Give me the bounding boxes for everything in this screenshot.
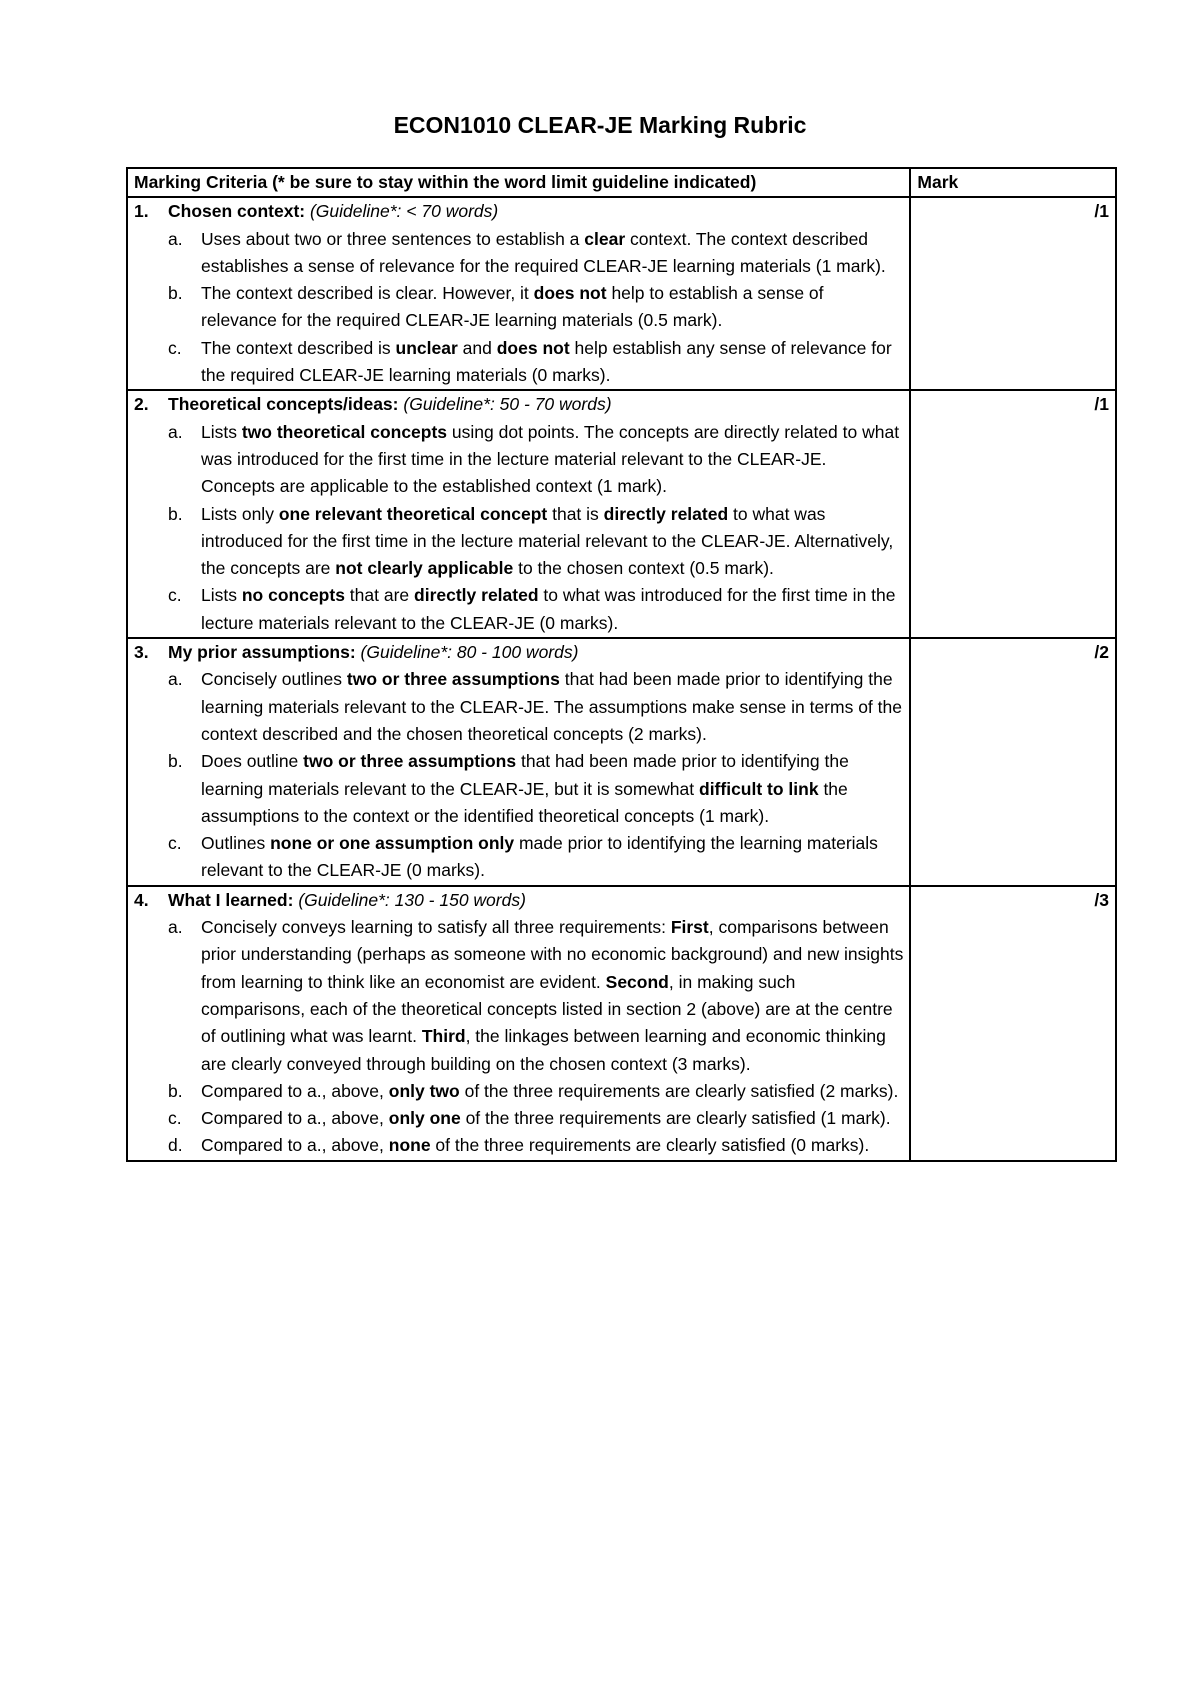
item-text-segment: that is (547, 503, 604, 524)
item-text-segment: Outlines (201, 833, 271, 854)
item-emphasis: not clearly applicable (335, 558, 514, 579)
criterion-title: Chosen context: (168, 201, 306, 222)
item-emphasis: only two (388, 1080, 460, 1101)
mark-cell: /3 (910, 886, 1116, 1161)
criterion-cell (127, 638, 910, 886)
item-text-segment: of the three requirements are clearly satisfied (1 mark). (460, 1108, 891, 1129)
mark-cell: /1 (910, 390, 1116, 638)
criterion-guideline: (Guideline*: 50 - 70 words) (403, 394, 612, 415)
item-text-segment: that had been made prior to identifying the learning materials relevant to the CLEAR-JE. The assumptions make sense in terms of the context described and the chosen theoretical concepts (2 marks). (201, 669, 902, 744)
item-emphasis: two theoretical concepts (241, 421, 448, 442)
table-header-row (127, 168, 1116, 197)
item-text (201, 280, 903, 335)
criterion-item (168, 419, 903, 501)
item-emphasis: unclear (395, 337, 458, 358)
criterion-item (168, 666, 903, 748)
criterion-guideline: (Guideline*: < 70 words) (309, 201, 499, 222)
criterion-item (168, 914, 903, 1078)
item-text-segment: context. The context described establishes a sense of relevance for the required CLEAR-JE learning materials (1 mark). (201, 228, 886, 276)
item-text-segment: to what was introduced for the first time in the lecture materials relevant to the CLEAR-JE (0 marks). (201, 585, 896, 633)
item-text-segment: made prior to identifying the learning materials relevant to the CLEAR-JE (0 marks). (201, 833, 878, 881)
criterion-item (168, 1078, 903, 1105)
mark-cell: /2 (910, 638, 1116, 886)
item-text-segment: using dot points. The concepts are directly related to what was introduced for the first time in the lecture material relevant to the CLEAR-JE. Concepts are applicable to the established context (1 mark). (201, 421, 900, 497)
item-emphasis: one relevant theoretical concept (278, 503, 548, 524)
rubric-body (127, 197, 1116, 1160)
criterion-heading (134, 198, 903, 225)
criterion-row (127, 638, 1116, 886)
criterion-heading (134, 639, 903, 666)
item-letter: b. (168, 283, 183, 304)
item-text-segment: Concisely conveys learning to satisfy all three requirements: (201, 917, 671, 938)
item-text-segment: that are (344, 585, 415, 606)
item-text-segment: Compared to a., above, (201, 1080, 389, 1101)
item-text (201, 419, 903, 501)
criterion-guideline: (Guideline*: 130 - 150 words) (298, 889, 526, 910)
item-text-segment: help to establish a sense of relevance for the required CLEAR-JE learning materials (0.5 mark). (201, 283, 824, 331)
item-emphasis: none (388, 1135, 431, 1156)
criterion-cell (127, 886, 910, 1161)
item-text (201, 1132, 903, 1159)
item-emphasis: difficult to link (699, 778, 819, 799)
item-text-segment: and (457, 337, 497, 358)
item-text (201, 914, 903, 1078)
item-text-segment: help establish any sense of relevance for the required CLEAR-JE learning materials (0 marks). (201, 337, 892, 386)
item-text-segment: The context described is (201, 337, 396, 358)
criterion-number: 4. (134, 889, 149, 910)
criterion-number: 1. (134, 201, 149, 222)
criterion-item (168, 582, 903, 637)
item-text-segment: , in making such comparisons, each of the theoretical concepts listed in section 2 (above) are at the centre of outlining what was learnt. (201, 971, 893, 1047)
item-emphasis: directly related (414, 585, 539, 606)
item-emphasis: First (670, 917, 709, 938)
criteria-column-header: Marking Criteria (* be sure to stay within the word limit guideline indicated) (127, 168, 910, 197)
item-emphasis: Second (605, 971, 669, 992)
item-text (201, 666, 903, 748)
item-text (201, 501, 903, 583)
criterion-item (168, 335, 903, 390)
item-letter: a. (168, 421, 183, 442)
mark-column-header: Mark (910, 168, 1116, 197)
criterion-guideline: (Guideline*: 80 - 100 words) (360, 642, 579, 663)
criterion-number: 2. (134, 394, 149, 415)
item-text-segment: Lists (201, 585, 242, 606)
item-text (201, 830, 903, 885)
criterion-item (168, 830, 903, 885)
item-text-segment: , the linkages between learning and economic thinking are clearly conveyed through building on the chosen context (3 marks). (201, 1026, 886, 1074)
item-emphasis: does not (533, 283, 607, 304)
item-letter: c. (168, 833, 182, 854)
criterion-heading-text (168, 198, 498, 225)
item-emphasis: does not (496, 337, 570, 358)
item-text-segment: Uses about two or three sentences to establish a (201, 228, 585, 249)
item-letter: b. (168, 503, 183, 524)
item-letter: a. (168, 669, 183, 690)
criterion-cell (127, 197, 910, 390)
item-emphasis: none or one assumption only (270, 833, 515, 854)
criterion-row (127, 886, 1116, 1161)
item-text (201, 226, 903, 281)
item-letter: c. (168, 585, 182, 606)
item-letter: c. (168, 1108, 182, 1129)
item-emphasis: only one (388, 1108, 461, 1129)
item-text (201, 1105, 903, 1132)
mark-cell: /1 (910, 197, 1116, 390)
page-title: ECON1010 CLEAR-JE Marking Rubric (393, 112, 807, 138)
item-emphasis: two or three assumptions (303, 751, 517, 772)
criterion-item (168, 748, 903, 830)
criterion-heading (134, 391, 903, 418)
item-emphasis: clear (584, 228, 626, 249)
criterion-row (127, 197, 1116, 390)
criterion-heading-text (168, 887, 526, 914)
criterion-cell (127, 390, 910, 638)
item-text (201, 748, 903, 830)
criterion-item (168, 1132, 903, 1159)
item-letter: d. (168, 1135, 183, 1156)
criterion-item (168, 1105, 903, 1132)
item-text-segment: Lists only (201, 503, 279, 524)
criterion-item (168, 280, 903, 335)
item-text-segment: to the chosen context (0.5 mark). (513, 558, 774, 579)
item-emphasis: Third (421, 1026, 466, 1047)
item-letter: b. (168, 751, 183, 772)
item-text-segment: The context described is clear. However, it (201, 283, 534, 304)
item-letter: a. (168, 228, 183, 249)
criterion-number: 3. (134, 642, 149, 663)
item-text-segment: Compared to a., above, (201, 1135, 389, 1156)
criterion-item (168, 226, 903, 281)
item-text-segment: of the three requirements are clearly satisfied (0 marks). (430, 1135, 870, 1156)
item-text (201, 582, 903, 637)
item-text-segment: the assumptions to the context or the identified theoretical concepts (1 mark). (201, 778, 848, 826)
criterion-heading (134, 887, 903, 914)
criterion-heading-text (168, 639, 578, 666)
item-text-segment: to what was introduced for the first time in the lecture material relevant to the CLEAR-JE. Alternatively, the concepts are (201, 503, 894, 579)
criterion-item (168, 501, 903, 583)
item-text (201, 1078, 903, 1105)
marking-rubric-table (126, 167, 1117, 1162)
criterion-title: What I learned: (168, 889, 294, 910)
item-text-segment: that had been made prior to identifying the learning materials relevant to the CLEAR-JE, but it is somewhat (201, 751, 849, 799)
item-text-segment: Lists (201, 421, 242, 442)
item-letter: a. (168, 917, 183, 938)
item-emphasis: no concepts (241, 585, 345, 606)
criterion-row (127, 390, 1116, 638)
item-text (201, 335, 903, 390)
item-text-segment: of the three requirements are clearly satisfied (2 marks). (459, 1080, 899, 1101)
criterion-heading-text (168, 391, 612, 418)
item-text-segment: Concisely outlines (201, 669, 347, 690)
item-text-segment: Compared to a., above, (201, 1108, 389, 1129)
criterion-title: Theoretical concepts/ideas: (168, 394, 399, 415)
item-emphasis: two or three assumptions (346, 669, 560, 690)
item-letter: b. (168, 1080, 183, 1101)
item-emphasis: directly related (603, 503, 729, 524)
criterion-title: My prior assumptions: (168, 642, 356, 663)
item-letter: c. (168, 337, 182, 358)
item-text-segment: , comparisons between prior understanding (perhaps as someone with no economic background) and new insights from learning to think like an economist are evident. (201, 917, 904, 992)
item-text-segment: Does outline (201, 751, 304, 772)
